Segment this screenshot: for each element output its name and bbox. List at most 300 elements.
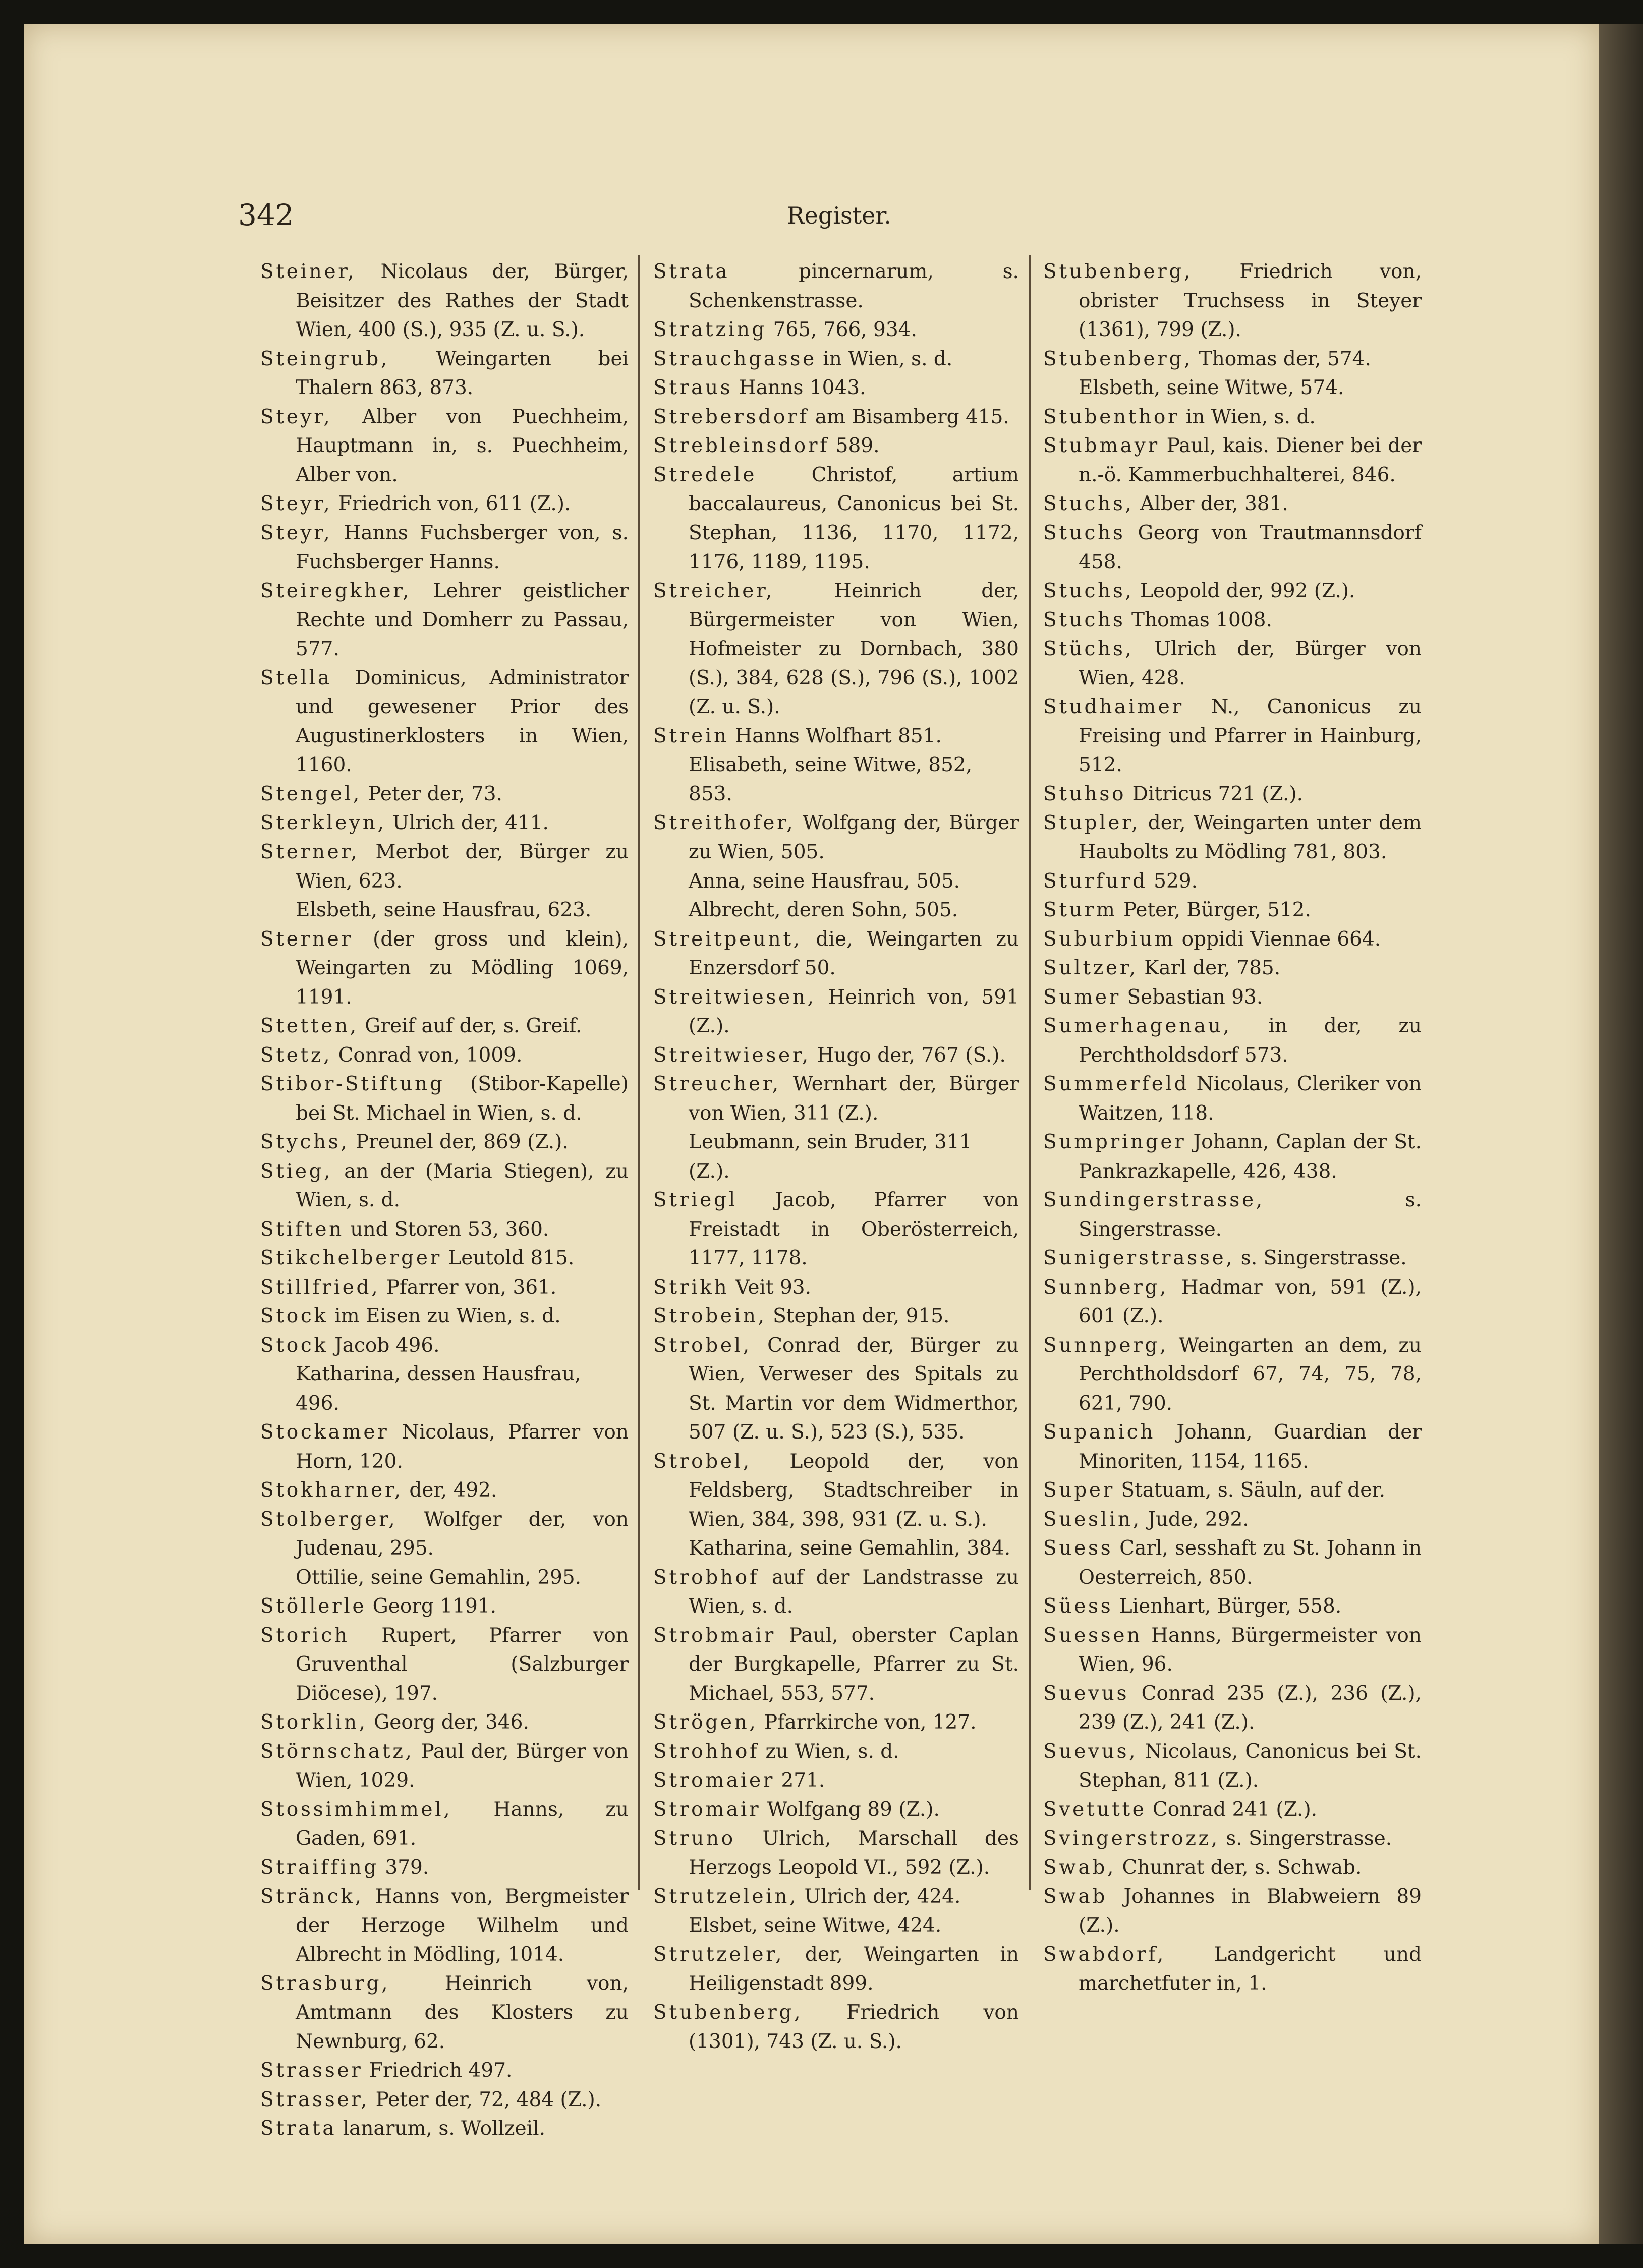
index-entry	[260, 1882, 629, 1969]
index-entry-text: Alber der, 381.	[1134, 492, 1288, 515]
index-headword: Strata	[260, 2117, 337, 2140]
index-entry-text: 271.	[775, 1769, 825, 1792]
index-entry	[1043, 1476, 1422, 1505]
index-headword: Strasser,	[260, 2088, 370, 2111]
index-entry	[1043, 1186, 1422, 1244]
index-headword: Sueslin,	[1043, 1508, 1142, 1531]
index-headword: Stuchs	[1043, 521, 1125, 544]
index-entry	[260, 577, 629, 664]
index-headword: Strasburg,	[260, 1972, 390, 1995]
index-headword: Straus	[653, 376, 733, 399]
index-entry	[653, 257, 1019, 315]
index-entry	[260, 2056, 629, 2085]
index-entry-text: Jacob 496.	[328, 1334, 440, 1357]
index-entry-text: Conrad 241 (Z.).	[1146, 1798, 1318, 1821]
index-entry	[653, 722, 1019, 751]
index-entry	[1043, 403, 1422, 432]
index-entry-text: Wernhart der, Bürger von Wien, 311 (Z.).	[689, 1073, 1019, 1125]
index-entry-text: Hadmar von, 591 (Z.), 601 (Z.).	[1079, 1276, 1422, 1327]
index-entry-text: 529.	[1147, 869, 1198, 893]
index-entry	[260, 257, 629, 345]
index-headword: Suess	[1043, 1537, 1113, 1560]
index-entry-text: Lienhart, Bürger, 558.	[1113, 1595, 1342, 1618]
index-headword: Stubenthor	[1043, 405, 1180, 428]
index-entry	[1043, 257, 1422, 345]
index-headword: Stiften	[260, 1218, 344, 1241]
index-entry-text: Friedrich von (1301), 743 (Z. u. S.).	[689, 2001, 1019, 2053]
index-headword: Stuchs,	[1043, 492, 1134, 515]
index-headword: Sterner,	[260, 841, 360, 863]
index-entry-text: s. Singerstrasse.	[1219, 1827, 1392, 1850]
index-headword: Steyr,	[260, 405, 332, 428]
index-entry-text: der, Weingarten in Heiligenstadt 899.	[689, 1943, 1019, 1995]
index-entry-text: Pfarrkirche von, 127.	[758, 1711, 977, 1734]
index-headword: Streitwiesen,	[653, 985, 816, 1009]
index-entry-text: Ditricus 721 (Z.).	[1126, 783, 1303, 805]
index-entry-text: die, Weingarten zu Enzersdorf 50.	[689, 927, 1019, 979]
index-entry-text: lanarum, s. Wollzeil.	[336, 2117, 545, 2140]
index-headword: Süess	[1043, 1595, 1113, 1618]
index-column-2	[653, 257, 1019, 2056]
index-column-1	[260, 257, 629, 2143]
index-headword: Steiregkher,	[260, 579, 412, 602]
index-headword: Strobhof	[653, 1566, 759, 1589]
index-subentry: Elisabeth, seine Witwe, 852, 853.	[689, 753, 973, 805]
index-entry	[260, 1737, 629, 1795]
index-entry	[653, 1447, 1019, 1534]
index-headword: Stromair	[653, 1798, 761, 1821]
index-headword: Sumpringer	[1043, 1131, 1186, 1153]
index-entry-text: Leopold der, 992 (Z.).	[1134, 579, 1355, 602]
index-entry	[1043, 1737, 1422, 1795]
index-entry	[1043, 1592, 1422, 1621]
index-subentry: Anna, seine Hausfrau, 505.	[689, 869, 960, 893]
index-entry	[653, 1302, 1019, 1331]
index-entry-text: Leopold der, von Feldsberg, Stadtschreiber in Wien, 384, 398, 931 (Z. u. S.).	[689, 1450, 1019, 1531]
index-headword: Stibor-Stiftung	[260, 1073, 445, 1095]
index-entry	[260, 1041, 629, 1070]
index-entry	[653, 345, 1019, 374]
index-headword: Sumerhagenau,	[1043, 1015, 1232, 1037]
index-entry-text: (der gross und klein), Weingarten zu Mödling 1069, 1191.	[296, 927, 629, 1009]
index-headword: Strutzelein,	[653, 1885, 799, 1908]
index-headword: Stockamer	[260, 1421, 389, 1444]
index-entry-text: Georg von Trautmannsdorf 458.	[1079, 521, 1422, 573]
index-entry-text: Leutold 815.	[441, 1247, 575, 1269]
index-entry	[1043, 431, 1422, 489]
index-headword: Stikchelberger	[260, 1247, 442, 1269]
index-entry-text: Sebastian 93.	[1120, 985, 1263, 1009]
index-entry-text: in der, zu Perchtholdsdorf 573.	[1079, 1015, 1422, 1067]
index-entry	[1043, 1940, 1422, 1998]
index-headword: Stock	[260, 1334, 328, 1357]
index-entry-text: Friedrich 497.	[363, 2059, 513, 2082]
index-entry	[1043, 1505, 1422, 1534]
index-headword: Steingrub,	[260, 347, 389, 370]
index-entry	[653, 1824, 1019, 1882]
index-entry-text: 379.	[378, 1856, 429, 1879]
index-entry-text: Nicolaus, Pfarrer von Horn, 120.	[296, 1421, 629, 1473]
index-entry-text: Chunrat der, s. Schwab.	[1116, 1856, 1362, 1879]
index-headword: Suevus	[1043, 1682, 1129, 1705]
index-headword: Stuchs,	[1043, 579, 1134, 602]
index-headword: Stossimhimmel,	[260, 1798, 452, 1821]
index-entry	[653, 1331, 1019, 1447]
index-entry	[1043, 983, 1422, 1012]
index-subentry: Elsbeth, seine Witwe, 574.	[1079, 376, 1344, 399]
index-entry-text: Peter, Bürger, 512.	[1117, 899, 1311, 921]
index-entry	[1043, 780, 1422, 809]
index-entry-text: Hanns Wolfhart 851.	[728, 725, 942, 747]
index-headword: Stredele	[653, 463, 757, 486]
index-headword: Strikh	[653, 1276, 729, 1299]
index-entry-text: Georg der, 346.	[367, 1711, 529, 1734]
index-entry-text: Hanns 1043.	[732, 376, 866, 399]
index-entry	[1043, 867, 1422, 896]
index-entry	[1043, 605, 1422, 635]
index-headword: Stromaier	[653, 1769, 775, 1792]
index-entry-text: Johannes in Blabweiern 89 (Z.).	[1079, 1885, 1422, 1937]
index-entry	[1043, 1795, 1422, 1824]
index-entry-text: Alber von Puechheim, Hauptmann in, s. Puechheim, Alber von.	[296, 405, 629, 486]
index-entry-text: im Eisen zu Wien, s. d.	[328, 1305, 561, 1327]
index-subentry: Ottilie, seine Gemahlin, 295.	[296, 1566, 582, 1589]
index-entry	[653, 431, 1019, 461]
index-entry	[1043, 925, 1422, 954]
index-headword: Stella	[260, 667, 332, 689]
index-entry	[653, 983, 1019, 1041]
index-entry	[260, 1070, 629, 1128]
index-entry	[653, 809, 1019, 867]
index-entry-text: zu Wien, s. d.	[759, 1740, 899, 1763]
index-headword: Strobein,	[653, 1305, 767, 1327]
index-headword: Streitpeunt,	[653, 927, 802, 951]
index-entry	[260, 1476, 629, 1505]
index-headword: Swabdorf,	[1043, 1943, 1166, 1966]
index-entry-text: Hanns, Bürgermeister von Wien, 96.	[1079, 1624, 1422, 1676]
index-headword: Strein	[653, 725, 729, 747]
index-entry-text: Lehrer geistlicher Rechte und Domherr zu Passau, 577.	[296, 579, 629, 660]
index-subentry: Katharina, dessen Hausfrau, 496.	[296, 1363, 581, 1415]
index-entry-text: Georg 1191.	[366, 1595, 496, 1618]
index-entry	[1043, 1882, 1422, 1940]
index-entry	[260, 1969, 629, 2057]
index-entry-text: Pfarrer von, 361.	[380, 1276, 557, 1299]
index-entry-text: Ulrich der, 424.	[798, 1885, 961, 1908]
index-entry	[260, 1708, 629, 1737]
index-entry	[653, 1737, 1019, 1766]
index-headword: Strutzeler,	[653, 1943, 784, 1966]
index-entry-text: Hugo der, 767 (S.).	[810, 1043, 1006, 1067]
index-entry	[653, 1998, 1019, 2056]
index-entry	[653, 1940, 1019, 1998]
index-entry	[260, 1505, 629, 1563]
index-entry	[260, 1157, 629, 1215]
index-entry-text: Conrad von, 1009.	[332, 1043, 523, 1067]
index-entry	[653, 315, 1019, 345]
index-entry	[260, 403, 629, 490]
index-entry-text: s. Singerstrasse.	[1079, 1189, 1422, 1241]
index-entry-text: Thomas 1008.	[1125, 609, 1272, 631]
index-entry	[1043, 519, 1422, 577]
index-entry	[1043, 1418, 1422, 1476]
index-headword: Stetz,	[260, 1043, 332, 1067]
index-entry	[1043, 1012, 1422, 1070]
index-entry	[1043, 1331, 1422, 1418]
index-headword: Streitwieser,	[653, 1043, 811, 1067]
index-entry	[1043, 954, 1422, 983]
index-entry	[260, 1302, 629, 1331]
index-headword: Stratzing	[653, 318, 767, 341]
index-entry-text: Hanns, zu Gaden, 691.	[296, 1798, 629, 1850]
index-entry	[653, 373, 1019, 403]
index-entry-text: Wolfgang 89 (Z.).	[761, 1798, 940, 1821]
index-headword: Strögen,	[653, 1711, 758, 1734]
index-headword: Steiner,	[260, 260, 357, 283]
index-headword: Supanich	[1043, 1421, 1156, 1444]
index-entry-text: auf der Landstrasse zu Wien, s. d.	[689, 1566, 1019, 1618]
index-entry-text: Ulrich der, Bürger von Wien, 428.	[1079, 637, 1422, 689]
index-entry	[653, 403, 1019, 432]
index-headword: Sunnberg,	[1043, 1276, 1169, 1299]
index-entry	[260, 345, 629, 403]
index-headword: Sultzer,	[1043, 957, 1138, 979]
index-headword: Stolberger,	[260, 1508, 398, 1531]
index-entry	[260, 1853, 629, 1883]
index-headword: Stuchs	[1043, 609, 1125, 631]
index-entry	[260, 809, 629, 838]
index-entry-text: Nicolaus, Canonicus bei St. Stephan, 811 (Z.).	[1079, 1740, 1422, 1792]
index-entry-text: Johann, Caplan der St. Pankrazkapelle, 426, 438.	[1079, 1131, 1422, 1183]
index-entry	[653, 1621, 1019, 1708]
index-entry	[260, 838, 629, 896]
index-entry	[1043, 345, 1422, 374]
index-entry-text: der, 492.	[403, 1479, 497, 1502]
index-entry	[260, 1795, 629, 1853]
index-entry	[260, 1621, 629, 1708]
index-headword: Stock	[260, 1305, 328, 1327]
index-entry	[260, 1244, 629, 1273]
index-entry	[260, 780, 629, 809]
index-headword: Suevus,	[1043, 1740, 1138, 1763]
index-entry-text: Paul der, Bürger von Wien, 1029.	[296, 1740, 629, 1792]
index-headword: Suburbium	[1043, 927, 1176, 951]
index-entry	[260, 489, 629, 519]
index-entry-text: Heinrich der, Bürgermeister von Wien, Hofmeister zu Dornbach, 380 (S.), 384, 628 (S.), 796 (S.), 1002 (Z. u. S.).	[689, 579, 1019, 718]
index-entry-text: Karl der, 785.	[1138, 957, 1281, 979]
index-headword: Swab	[1043, 1885, 1108, 1908]
index-entry	[260, 1273, 629, 1302]
index-entry-text: Friedrich von, obrister Truchsess in Steyer (1361), 799 (Z.).	[1079, 260, 1422, 341]
index-headword: Straiffing	[260, 1856, 379, 1879]
index-entry-text: 765, 766, 934.	[767, 318, 917, 341]
index-entry-text: pincernarum, s. Schenkenstrasse.	[689, 260, 1019, 312]
index-entry	[653, 1795, 1019, 1824]
index-headword: Suessen	[1043, 1624, 1142, 1647]
index-entry	[260, 1592, 629, 1621]
index-subentry: Elsbet, seine Witwe, 424.	[689, 1914, 942, 1937]
index-entry	[260, 2085, 629, 2115]
index-entry	[260, 1215, 629, 1244]
index-entry	[260, 519, 629, 577]
index-entry	[260, 925, 629, 1012]
index-headword: Storklin,	[260, 1711, 368, 1734]
index-entry-text: Veit 93.	[729, 1276, 811, 1299]
index-headword: Strauchgasse	[653, 347, 817, 370]
index-entry	[653, 1041, 1019, 1070]
index-headword: Sunnperg,	[1043, 1334, 1169, 1357]
index-entry-text: Friedrich von, 611 (Z.).	[332, 492, 571, 515]
index-entry-text: Paul, oberster Caplan der Burgkapelle, Pfarrer zu St. Michael, 553, 577.	[689, 1624, 1019, 1705]
index-entry	[1043, 896, 1422, 925]
index-subentry: Elsbeth, seine Hausfrau, 623.	[296, 899, 592, 921]
index-entry	[653, 1273, 1019, 1302]
index-headword: Stychs,	[260, 1131, 350, 1153]
index-entry-text: in Wien, s. d.	[816, 347, 953, 370]
index-headword: Stuhso	[1043, 783, 1126, 805]
index-entry-text: oppidi Viennae 664.	[1175, 927, 1381, 951]
index-headword: Stokharner,	[260, 1479, 403, 1502]
index-entry-text: Johann, Guardian der Minoriten, 1154, 1165.	[1079, 1421, 1422, 1473]
index-headword: Strobel,	[653, 1334, 752, 1357]
index-entry-text: der, Weingarten unter dem Haubolts zu Mödling 781, 803.	[1079, 811, 1422, 863]
index-entry-text: in Wien, s. d.	[1179, 405, 1316, 428]
index-headword: Störnschatz,	[260, 1740, 414, 1763]
index-entry	[653, 577, 1019, 722]
index-headword: Streucher,	[653, 1073, 781, 1095]
index-entry	[1043, 1621, 1422, 1679]
index-entry	[260, 663, 629, 780]
index-entry-text: (Stibor-Kapelle) bei St. Michael in Wien, s. d.	[296, 1073, 629, 1125]
index-entry-text: Weingarten bei Thalern 863, 873.	[296, 347, 629, 399]
index-subentry: Albrecht, deren Sohn, 505.	[689, 899, 958, 921]
index-entry	[260, 2114, 629, 2143]
index-entry-text: Merbot der, Bürger zu Wien, 623.	[296, 841, 629, 893]
index-headword: Storich	[260, 1624, 350, 1647]
index-headword: Sterner	[260, 927, 353, 951]
index-entry	[1043, 635, 1422, 693]
index-entry-text: Conrad der, Bürger zu Wien, Verweser des Spitals zu St. Martin vor dem Widmerthor, 507 (Z. u. S.), 523 (S.), 535.	[689, 1334, 1019, 1444]
index-headword: Stillfried,	[260, 1276, 380, 1299]
index-headword: Super	[1043, 1479, 1115, 1502]
index-entry-text: s. Singerstrasse.	[1234, 1247, 1407, 1269]
index-entry	[653, 1708, 1019, 1737]
index-headword: Stöllerle	[260, 1595, 367, 1618]
index-headword: Struno	[653, 1827, 735, 1850]
index-headword: Streicher,	[653, 579, 775, 602]
index-entry-text: Stephan der, 915.	[766, 1305, 950, 1327]
index-entry-text: Greif auf der, s. Greif.	[358, 1015, 582, 1037]
index-entry	[653, 461, 1019, 577]
index-headword: Sterkleyn,	[260, 811, 386, 835]
index-headword: Strebersdorf	[653, 405, 809, 428]
page-edge	[1599, 24, 1643, 2244]
index-entry-text: N., Canonicus zu Freising und Pfarrer in Hainburg, 512.	[1079, 695, 1422, 777]
index-entry-text: Ulrich der, 411.	[386, 811, 549, 835]
index-headword: Stränck,	[260, 1885, 364, 1908]
index-headword: Stengel,	[260, 783, 362, 805]
index-entry-text: Jude, 292.	[1141, 1508, 1249, 1531]
index-entry-text: Landgericht und marchetfuter in, 1.	[1079, 1943, 1422, 1995]
index-entry-text: Dominicus, Administrator und gewesener Prior des Augustinerklosters in Wien, 1160.	[296, 667, 629, 777]
index-headword: Sunigerstrasse,	[1043, 1247, 1235, 1269]
index-entry	[260, 1128, 629, 1157]
index-entry	[1043, 1824, 1422, 1853]
index-entry	[1043, 693, 1422, 780]
index-headword: Studhaimer	[1043, 695, 1184, 718]
index-headword: Stubenberg,	[653, 2001, 803, 2024]
index-headword: Sturfurd	[1043, 869, 1148, 893]
index-subentry: Katharina, seine Gemahlin, 384.	[689, 1537, 1011, 1560]
running-head: Register.	[787, 202, 891, 229]
index-entry	[653, 1070, 1019, 1128]
index-headword: Summerfeld	[1043, 1073, 1189, 1095]
index-entry	[1043, 1070, 1422, 1128]
index-entry-text: Heinrich von, Amtmann des Klosters zu Newnburg, 62.	[296, 1972, 629, 2053]
index-entry	[260, 1012, 629, 1041]
index-entry-text: Jacob, Pfarrer von Freistadt in Oberösterreich, 1177, 1178.	[689, 1189, 1019, 1269]
index-headword: Stubenberg,	[1043, 260, 1193, 283]
index-headword: Strohhof	[653, 1740, 760, 1763]
index-entry	[260, 1331, 629, 1360]
index-entry	[1043, 1853, 1422, 1883]
index-entry-text: Wolfgang der, Bürger zu Wien, 505.	[689, 811, 1019, 863]
index-entry	[653, 1563, 1019, 1621]
index-entry	[653, 1882, 1019, 1911]
column-rule	[1029, 255, 1031, 1890]
index-entry-text: Conrad 235 (Z.), 236 (Z.), 239 (Z.), 241 (Z.).	[1079, 1682, 1422, 1734]
index-entry	[1043, 1244, 1422, 1273]
index-headword: Strasser	[260, 2059, 363, 2082]
index-entry-text: Thomas der, 574.	[1193, 347, 1371, 370]
index-headword: Strobel,	[653, 1450, 752, 1473]
index-entry-text: 589.	[829, 434, 880, 457]
index-subentry: Leubmann, sein Bruder, 311 (Z.).	[689, 1131, 972, 1183]
index-headword: Stubenberg,	[1043, 347, 1193, 370]
index-headword: Strobmair	[653, 1624, 776, 1647]
index-entry-text: Peter der, 72, 484 (Z.).	[369, 2088, 602, 2111]
index-headword: Stubmayr	[1043, 434, 1160, 457]
index-entry	[1043, 1679, 1422, 1737]
index-headword: Stetten,	[260, 1015, 359, 1037]
index-headword: Swab,	[1043, 1856, 1116, 1879]
index-entry	[653, 925, 1019, 983]
index-entry	[1043, 1534, 1422, 1592]
index-headword: Steyr,	[260, 521, 332, 544]
index-entry	[653, 1186, 1019, 1273]
index-headword: Svingerstrozz,	[1043, 1827, 1220, 1850]
page-number: 342	[238, 198, 294, 232]
index-entry-text: Nicolaus der, Bürger, Beisitzer des Rathes der Stadt Wien, 400 (S.), 935 (Z. u. S.).	[296, 260, 629, 341]
index-headword: Sumer	[1043, 985, 1121, 1009]
index-entry-text: Hanns von, Bergmeister der Herzoge Wilhelm und Albrecht in Mödling, 1014.	[296, 1885, 629, 1966]
index-entry-text: Christof, artium baccalaureus, Canonicus bei St. Stephan, 1136, 1170, 1172, 1176, 1189, 1195.	[689, 463, 1019, 573]
index-headword: Svetutte	[1043, 1798, 1147, 1821]
index-headword: Stupler,	[1043, 811, 1141, 835]
index-headword: Sturm	[1043, 899, 1117, 921]
index-entry	[1043, 1128, 1422, 1186]
index-headword: Stieg,	[260, 1159, 333, 1183]
index-entry	[1043, 1273, 1422, 1331]
index-headword: Strata	[653, 260, 730, 283]
index-entry-text: Heinrich von, 591 (Z.).	[689, 985, 1019, 1037]
index-headword: Stüchs,	[1043, 637, 1134, 660]
index-entry-text: an der (Maria Stiegen), zu Wien, s. d.	[296, 1159, 629, 1211]
index-entry-text: Preunel der, 869 (Z.).	[349, 1131, 569, 1153]
index-entry-text: Statuam, s. Säuln, auf der.	[1114, 1479, 1386, 1502]
index-headword: Strebleinsdorf	[653, 434, 830, 457]
index-entry	[260, 1418, 629, 1476]
